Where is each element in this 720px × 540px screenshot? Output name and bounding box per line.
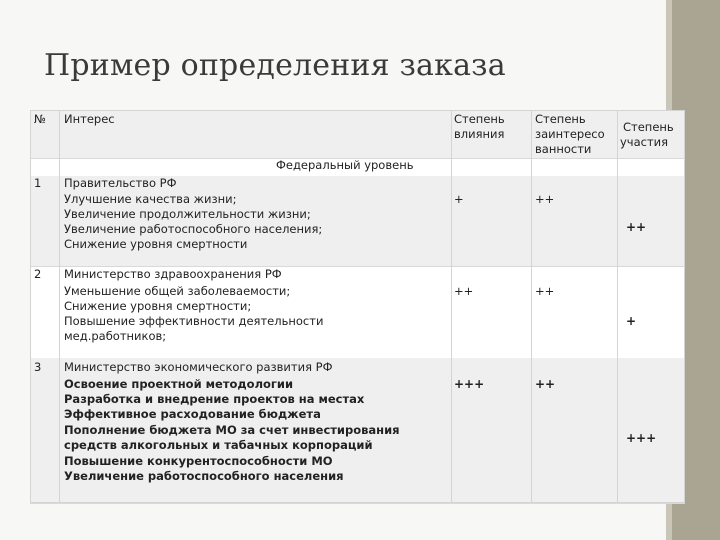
row-number: 3 — [34, 360, 42, 374]
row-item: средств алкогольных и табачных корпораций — [64, 438, 373, 452]
row-number: 2 — [34, 267, 42, 281]
table-border — [30, 110, 31, 503]
stakeholder-table — [30, 110, 685, 503]
row-organization: Министерство здравоохранения РФ — [64, 267, 282, 281]
header-interest: Интерес — [64, 112, 115, 126]
row-number: 1 — [34, 176, 42, 190]
header-number: № — [34, 112, 46, 126]
row-interest: ++ — [535, 377, 556, 391]
row-item: Пополнение бюджета МО за счет инвестирования — [64, 423, 400, 437]
federal-level-label: Федеральный уровень — [276, 158, 414, 172]
header-participation-line2: участия — [620, 135, 669, 149]
row-item: мед.работников; — [64, 329, 167, 343]
row-item: Снижение уровня смертности; — [64, 299, 252, 313]
header-influence-line2: влияния — [454, 127, 505, 141]
row-organization: Министерство экономического развития РФ — [64, 360, 333, 374]
row-item: Повышение эффективности деятельности — [64, 314, 324, 328]
row-item: Увеличение работоспособного населения; — [64, 222, 323, 236]
row-item: Улучшение качества жизни; — [64, 192, 237, 206]
row-participation: ++ — [626, 220, 647, 234]
header-influence-line1: Степень — [454, 112, 505, 126]
row-item: Эффективное расходование бюджета — [64, 407, 321, 421]
row-interest: ++ — [535, 192, 555, 206]
table-border — [30, 502, 685, 503]
row-interest: ++ — [535, 284, 555, 298]
row-participation: +++ — [626, 431, 657, 445]
row-influence: +++ — [454, 377, 485, 391]
table-border — [617, 110, 618, 503]
table-border — [531, 110, 532, 503]
row-item: Увеличение работоспособного населения — [64, 469, 344, 483]
row-item: Снижение уровня смертности — [64, 237, 248, 251]
row-participation: + — [626, 314, 637, 328]
table-border — [59, 110, 60, 503]
row-influence: ++ — [454, 284, 474, 298]
row-organization: Правительство РФ — [64, 176, 177, 190]
row-item: Разработка и внедрение проектов на местах — [64, 392, 365, 406]
slide-title: Пример определения заказа — [44, 48, 506, 83]
header-interest-degree-line3: ванности — [535, 142, 592, 156]
header-interest-degree-line2: заинтересо — [535, 127, 605, 141]
row-item: Увеличение продолжительности жизни; — [64, 207, 311, 221]
table-border — [451, 110, 452, 503]
row-item: Повышение конкурентоспособности МО — [64, 454, 333, 468]
table-border — [684, 110, 685, 503]
header-participation-line1: Степень — [623, 120, 674, 134]
table-border — [30, 110, 685, 111]
row-influence: + — [454, 192, 464, 206]
row-item: Уменьшение общей заболеваемости; — [64, 284, 291, 298]
row-item: Освоение проектной методологии — [64, 377, 294, 391]
header-interest-degree-line1: Степень — [535, 112, 586, 126]
